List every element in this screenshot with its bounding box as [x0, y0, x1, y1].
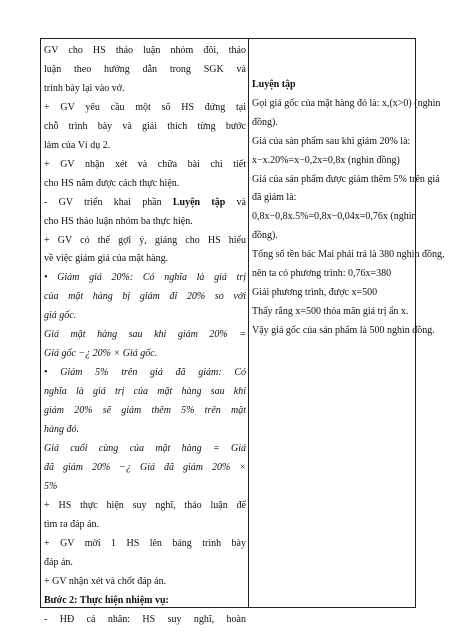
right_column-line: Thấy rằng x=500 thỏa mãn giá trị ẩn x.: [252, 305, 409, 317]
left_column-line: về việc giảm giá của mặt hàng.: [44, 253, 169, 265]
lesson-table: [40, 38, 445, 625]
left_column-line: Giá gốc −¿ 20% × Giá gốc.: [44, 348, 158, 360]
left_column-line: + GV nhận xét và chữa bài chi tiết: [44, 158, 246, 170]
right_column-line: đã giảm là:: [252, 192, 297, 204]
left_column-line: Giá mặt hàng sau khi giảm 20% =: [44, 329, 246, 341]
right_column-line: x−x.20%=x−0,2x=0,8x (nghìn đồng): [252, 154, 400, 166]
right_column-line: Vậy giá gốc của sản phẩm là 500 nghìn đồng.: [252, 324, 435, 336]
left_column-line: trình bày lại vào vở.: [44, 82, 125, 94]
left_column-line: • Giảm 5% trên giá đã giảm: Có: [44, 367, 246, 379]
left_column-line: • Giảm giá 20%: Có nghĩa là giá trị: [44, 272, 246, 284]
right_column-line: Giá của sản phẩm được giảm thêm 5% trên giá: [252, 173, 440, 185]
left_column-line: tìm ra đáp án.: [44, 518, 99, 530]
right_column-line: đồng).: [252, 230, 278, 242]
right_column-line: Tổng số tền bác Mai phải trả là 380 nghìn đồng,: [252, 249, 445, 261]
left_column-line: Giá cuối cùng của mặt hàng = Giá: [44, 442, 246, 454]
right_column-line: Luyện tập: [252, 79, 296, 90]
line-text: - GV triển khai phần: [44, 196, 173, 208]
right_column-line: 0,8x−0,8x.5%=0,8x−0,04x=0,76x (nghìn: [252, 211, 417, 223]
left_column-line: + GV yêu cầu một số HS đứng tại: [44, 101, 246, 113]
left_column-line: giá gốc.: [44, 310, 77, 322]
left_column-line: chỗ trình bày và giải thích từng bước: [44, 120, 246, 132]
column-divider: [248, 39, 249, 607]
right_column-line: nên ta có phương trình: 0,76x=380: [252, 268, 392, 279]
line-text: và: [225, 196, 246, 208]
left_column-line: cho HS thảo luận nhóm ba thực hiện.: [44, 215, 193, 227]
left_column-line: nghĩa là giá trị của mặt hàng sau khi: [44, 386, 246, 398]
left_column-line: Bước 2: Thực hiện nhiệm vụ:: [44, 594, 169, 606]
left_column-line: đáp án.: [44, 556, 73, 568]
left_column-line: đã giảm 20% −¿ Giá đã giảm 20% ×: [44, 461, 246, 473]
left_column-line: 5%: [44, 480, 58, 492]
left_column-line: + GV mời 1 HS lên bảng trình bày: [44, 537, 246, 549]
left_column-line: + HS thực hiện suy nghĩ, thảo luận để: [44, 499, 246, 511]
luyen-tap-label: Luyện tập: [172, 196, 226, 208]
left_column-line: + GV có thể gợi ý, giảng cho HS hiểu: [44, 234, 246, 246]
right_column-line: Giá của sản phẩm sau khi giảm 20% là:: [252, 135, 411, 147]
right_column-line: đồng).: [252, 116, 278, 128]
left_column-line: làm của Ví dụ 2.: [44, 139, 111, 151]
left_column-line: giảm 20% sẽ giảm thêm 5% trên mặt: [44, 405, 246, 417]
right_column-line: Gọi giá gốc của mặt hàng đó là: x,(x>0) (nghìn: [252, 97, 441, 109]
left_column-line: GV cho HS thảo luận nhóm đôi, thảo: [44, 45, 246, 56]
left_column-line: luận theo hướng dẫn trong SGK và: [44, 63, 246, 75]
left_column-line: cho HS nắm được cách thực hiện.: [44, 177, 180, 189]
left_column-line: của mặt hàng bị giảm đi 20% so với: [44, 291, 246, 303]
left_column-line: - HĐ cá nhân: HS suy nghĩ, hoàn: [44, 613, 246, 625]
right_column-line: Giải phương trình, được x=500: [252, 286, 378, 298]
left_column-line: hàng đó.: [44, 424, 79, 435]
left_column-line: + GV nhận xét và chốt đáp án.: [44, 575, 167, 587]
left_column-line: [44, 194, 246, 212]
